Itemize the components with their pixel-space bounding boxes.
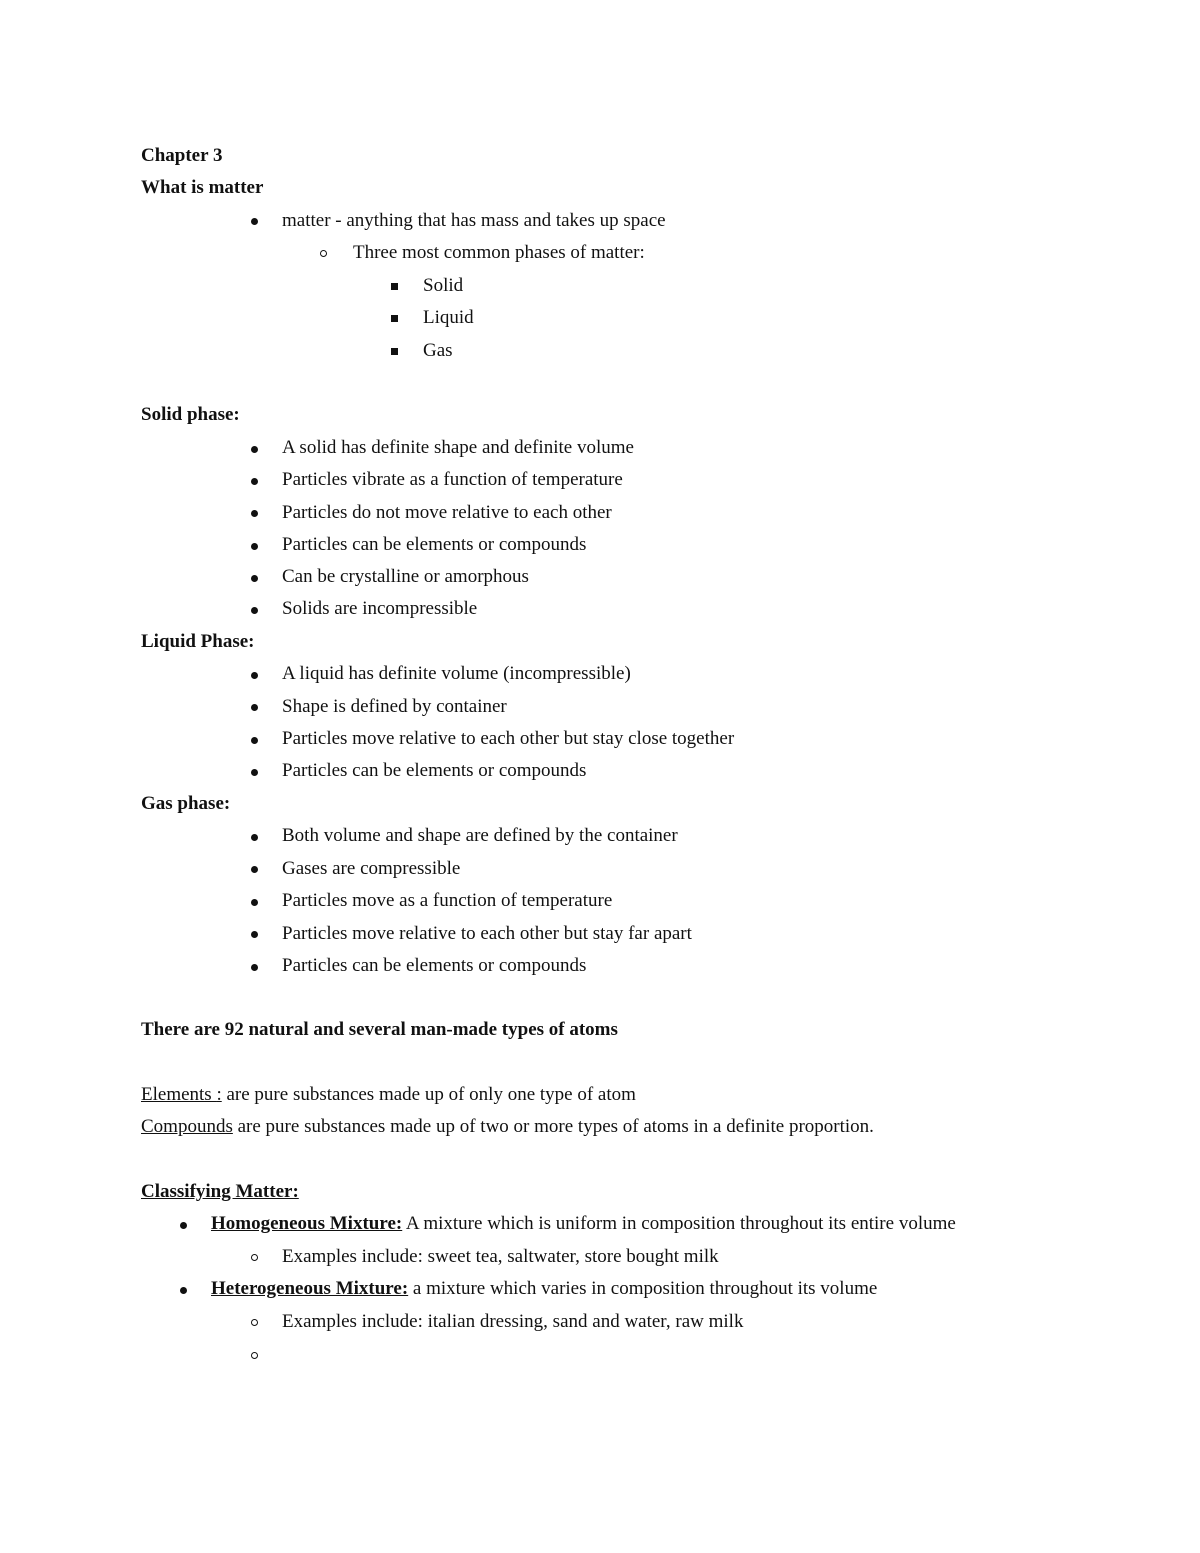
liquid-item: A liquid has definite volume (incompressible): [282, 663, 631, 684]
heterogeneous-mixture: [211, 1276, 877, 1302]
solid-phase-heading: Solid phase:: [141, 404, 240, 425]
solid-item: Particles can be elements or compounds: [282, 534, 587, 555]
phases-intro: Three most common phases of matter:: [353, 242, 645, 263]
phase-item-solid: Solid: [423, 275, 464, 296]
liquid-item: Shape is defined by container: [282, 696, 507, 717]
bullet-disc-icon: [251, 446, 258, 453]
liquid-item: Particles can be elements or compounds: [282, 760, 587, 781]
compounds-text: are pure substances made up of two or more types of atoms in a definite proportion.: [232, 1116, 874, 1137]
bullet-disc-icon: [251, 218, 258, 225]
solid-item: Particles vibrate as a function of temperature: [282, 469, 623, 490]
gas-item: Particles can be elements or compounds: [282, 955, 587, 976]
bullet-disc-icon: [251, 575, 258, 582]
bullet-square-icon: [391, 348, 398, 355]
bullet-disc-icon: [180, 1222, 187, 1229]
bullet-disc-icon: [251, 866, 258, 873]
bullet-disc-icon: [251, 478, 258, 485]
solid-item: Can be crystalline or amorphous: [282, 566, 529, 587]
gas-item: Particles move as a function of temperature: [282, 890, 613, 911]
bullet-square-icon: [391, 283, 398, 290]
heterogeneous-term: Heterogeneous Mixture:: [211, 1278, 409, 1299]
bullet-disc-icon: [251, 607, 258, 614]
bullet-disc-icon: [251, 899, 258, 906]
elements-definition: [141, 1082, 636, 1108]
bullet-circle-icon: [251, 1254, 258, 1261]
bullet-disc-icon: [251, 931, 258, 938]
chapter-title: Chapter 3: [141, 145, 223, 166]
homogeneous-examples: Examples include: sweet tea, saltwater, store bought milk: [282, 1246, 719, 1267]
bullet-disc-icon: [251, 672, 258, 679]
bullet-disc-icon: [251, 834, 258, 841]
bullet-disc-icon: [251, 964, 258, 971]
liquid-phase-heading: Liquid Phase:: [141, 631, 255, 652]
liquid-item: Particles move relative to each other but stay close together: [282, 728, 735, 749]
bullet-disc-icon: [251, 769, 258, 776]
solid-item: Solids are incompressible: [282, 598, 478, 619]
bullet-disc-icon: [251, 737, 258, 744]
what-is-matter-heading: What is matter: [141, 177, 264, 198]
bullet-square-icon: [391, 315, 398, 322]
solid-item: A solid has definite shape and definite volume: [282, 437, 634, 458]
bullet-circle-icon: [251, 1352, 258, 1359]
gas-item: Both volume and shape are defined by the container: [282, 825, 678, 846]
elements-term: Elements: [141, 1084, 217, 1105]
atoms-statement: There are 92 natural and several man-made types of atoms: [141, 1019, 618, 1040]
elements-text: are pure substances made up of only one type of atom: [221, 1084, 636, 1105]
heterogeneous-examples: Examples include: italian dressing, sand and water, raw milk: [282, 1311, 744, 1332]
matter-definition: matter - anything that has mass and takes up space: [282, 210, 666, 231]
bullet-circle-icon: [251, 1319, 258, 1326]
phase-item-gas: Gas: [423, 340, 453, 361]
homogeneous-term: Homogeneous Mixture:: [211, 1213, 403, 1234]
homogeneous-mixture: [211, 1211, 956, 1237]
gas-item: Particles move relative to each other but stay far apart: [282, 923, 692, 944]
bullet-disc-icon: [251, 543, 258, 550]
bullet-disc-icon: [251, 510, 258, 517]
bullet-disc-icon: [180, 1287, 187, 1294]
classifying-heading: Classifying Matter:: [141, 1181, 299, 1202]
phase-item-liquid: Liquid: [423, 307, 474, 328]
compounds-definition: [141, 1114, 874, 1140]
solid-item: Particles do not move relative to each other: [282, 502, 612, 523]
heterogeneous-text: a mixture which varies in composition throughout its volume: [408, 1278, 878, 1299]
bullet-circle-icon: [320, 250, 327, 257]
elements-colon: :: [216, 1084, 222, 1105]
gas-phase-heading: Gas phase:: [141, 793, 231, 814]
gas-item: Gases are compressible: [282, 858, 461, 879]
homogeneous-text: A mixture which is uniform in composition throughout its entire volume: [402, 1213, 956, 1234]
bullet-disc-icon: [251, 704, 258, 711]
compounds-term: Compounds: [141, 1116, 233, 1137]
